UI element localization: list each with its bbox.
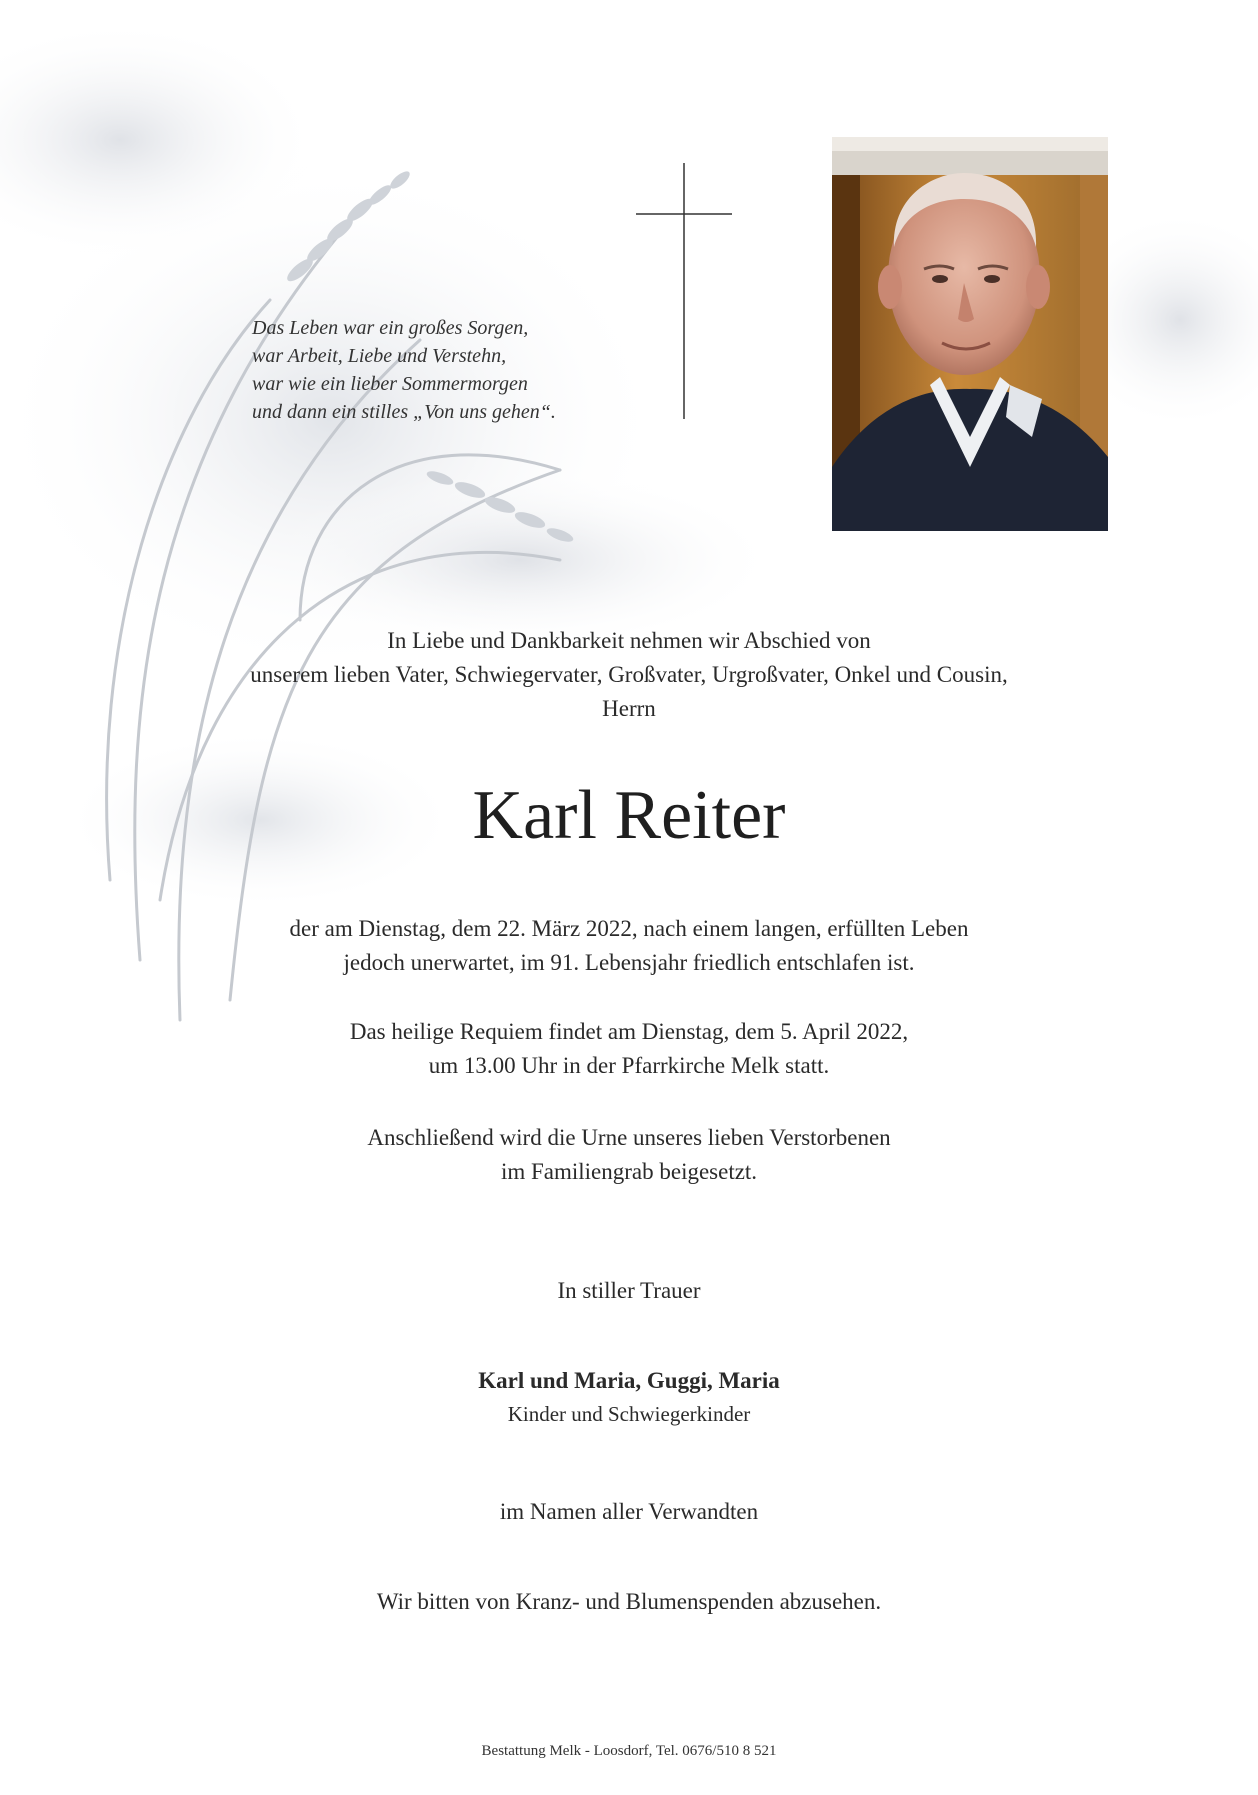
urn-line: Anschließend wird die Urne unseres lieben Verstorbenen [367,1125,891,1150]
urn-line: im Familiengrab beigesetzt. [500,1159,758,1184]
urn-info [0,1121,1258,1189]
poem-line: war wie ein lieber Sommermorgen [252,373,528,395]
intro-line: Herrn [602,696,656,721]
poem [252,314,652,426]
cross-icon [636,163,732,419]
death-notice-line: jedoch unerwartet, im 91. Lebensjahr friedlich entschlafen ist. [343,950,915,975]
mourning-text: In stiller Trauer [557,1278,701,1303]
relatives-text: im Namen aller Verwandten [499,1499,759,1524]
intro-text [0,624,1258,726]
death-notice [0,912,1258,980]
funeral-home-footer: Bestattung Melk - Loosdorf, Tel. 0676/510 8 521 [481,1743,777,1759]
family-relation: Kinder und Schwiegerkinder [507,1402,751,1426]
poem-line: war Arbeit, Liebe und Verstehn, [252,345,507,367]
family-names: Karl und Maria, Guggi, Maria [478,1368,780,1393]
intro-line: In Liebe und Dankbarkeit nehmen wir Abschied von [387,628,871,653]
intro-line: unserem lieben Vater, Schwiegervater, Großvater, Urgroßvater, Onkel und Cousin, [250,662,1008,687]
requiem-line: Das heilige Requiem findet am Dienstag, dem 5. April 2022, [349,1019,909,1044]
poem-line: und dann ein stilles „Von uns gehen“. [252,401,556,423]
requiem-line: um 13.00 Uhr in der Pfarrkirche Melk statt. [428,1053,830,1078]
deceased-name: Karl Reiter [472,777,786,854]
requiem-info [0,1015,1258,1083]
flower-request: Wir bitten von Kranz- und Blumenspenden abzusehen. [376,1589,882,1614]
poem-line: Das Leben war ein großes Sorgen, [252,317,529,339]
death-notice-line: der am Dienstag, dem 22. März 2022, nach einem langen, erfüllten Leben [289,916,969,941]
portrait-photo [832,137,1108,531]
